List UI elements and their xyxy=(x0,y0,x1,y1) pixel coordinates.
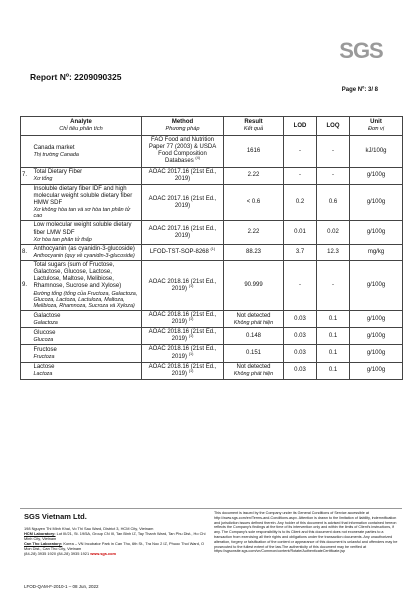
method-note: (1) xyxy=(188,351,194,356)
column-header xyxy=(142,117,224,136)
method-name: FAO Food and Nutrition Paper 77 (2003) & USDA Food Composition Databases xyxy=(148,137,217,165)
column-header-label: Method xyxy=(171,119,194,125)
analyte-cell xyxy=(32,184,142,221)
table-row xyxy=(21,345,403,362)
row-number xyxy=(21,184,32,221)
method-cell xyxy=(142,345,224,362)
lod-cell: 0.03 xyxy=(284,311,317,328)
analyte-name: Fructose xyxy=(33,346,57,353)
analyte-name: Total Dietary Fiber xyxy=(33,169,83,175)
analyte-name: Canada market xyxy=(33,144,75,151)
can-tho-lab-address: Korea – VN Incubator Park in Can Tho, 6th St., Tra Noc 2 IZ, Phuoc Thoi Ward, O Mon Dist., Can Tho City, Vietnam xyxy=(24,541,205,551)
analyte-cell xyxy=(32,311,142,328)
result-cell xyxy=(224,184,284,221)
analyte-name: Total sugars (sum of Fructose, Galactose, Glucose, Lactose, Lactulose, Maltose, Melibiose, Rhamnose, Sucrose and Xylose) xyxy=(33,262,122,290)
loq-cell: 0.02 xyxy=(317,221,350,244)
row-number: 8. xyxy=(21,244,32,260)
method-note: (1) xyxy=(210,246,216,251)
unit-cell: g/100g xyxy=(350,362,403,379)
lod-cell: 3.7 xyxy=(284,244,317,260)
loq-cell: 0.1 xyxy=(317,328,350,345)
loq-cell: - xyxy=(317,167,350,184)
row-number xyxy=(21,311,32,328)
unit-cell: g/100g xyxy=(350,184,403,221)
method-cell xyxy=(142,328,224,345)
table-row xyxy=(21,311,403,328)
method-cell xyxy=(142,184,224,221)
table-row xyxy=(21,136,403,167)
column-header xyxy=(317,117,350,136)
result-value: 0.148 xyxy=(246,332,262,339)
analyte-cell xyxy=(32,136,142,167)
table-row xyxy=(21,244,403,260)
unit-cell: g/100g xyxy=(350,311,403,328)
page-number: Page Nº: 3/ 8 xyxy=(341,87,378,93)
table-row xyxy=(21,362,403,379)
loq-cell: 12.3 xyxy=(317,244,350,260)
lod-cell: - xyxy=(284,167,317,184)
method-name: AOAC 2018.16 (21st Ed., 2019) xyxy=(148,346,217,360)
table-body xyxy=(21,136,403,380)
row-number xyxy=(21,345,32,362)
table-row xyxy=(21,328,403,345)
method-cell xyxy=(142,261,224,311)
result-value: 90.999 xyxy=(244,282,263,289)
result-value: 1616 xyxy=(246,147,261,154)
table-header xyxy=(21,117,403,136)
result-cell xyxy=(224,311,284,328)
method-cell xyxy=(142,167,224,184)
result-value-vi: Không phát hiện xyxy=(233,371,274,378)
method-note: (1) xyxy=(188,283,194,288)
method-note: (4) xyxy=(195,156,201,161)
method-name: AOAC 2017.16 (21st Ed., 2019) xyxy=(148,168,217,182)
column-header-label: Result xyxy=(244,119,263,125)
column-header xyxy=(350,117,403,136)
sgs-logo-icon xyxy=(338,36,384,62)
legal-disclaimer: This document is issued by the Company under its General Conditions of Service accessible at http://www.sgs.com/en/Terms-and-Conditions.aspx. Attention is drawn to the limitation of liability, indemnification and jurisdiction issues defined therein. Any holder of this document is advised that information contained hereon reflects the Company's findings at the time of its intervention only and within the limits of Client's instructions, if any. The Company's sole responsibility is to its Client and this document does not exonerate parties to a transaction from exercising all their rights and obligations under the transaction documents. Any unauthorized alteration, forgery or falsification of the content or appearance of this document is unlawful and offenders may be prosecuted to the fullest extent of the law.The authenticity of this document may be verified at https://sgsonsite.sgs.com/vn/Common/content/Rotate/AuthenticateCertificate.jsp xyxy=(214,511,398,554)
loq-cell: - xyxy=(317,261,350,311)
unit-cell: g/100g xyxy=(350,328,403,345)
column-header xyxy=(21,117,142,136)
analyte-name-vi: Glucoza xyxy=(33,336,54,343)
analyte-name: Insoluble dietary fiber IDF and high molecular weight soluble dietary fiber HMW SDF xyxy=(33,185,133,206)
analyte-name-vi: Xơ không hòa tan và xơ hòa tan phân tử cao xyxy=(33,207,131,220)
column-header-label-vi: Phương pháp xyxy=(165,126,200,133)
lod-cell: 0.2 xyxy=(284,184,317,221)
results-table xyxy=(20,116,403,380)
unit-cell: kJ/100g xyxy=(350,136,403,167)
method-name: AOAC 2018.16 (21st Ed., 2019) xyxy=(148,278,217,292)
result-cell xyxy=(224,345,284,362)
result-value: 0.151 xyxy=(246,350,262,357)
header-row xyxy=(21,117,403,136)
result-cell xyxy=(224,328,284,345)
sgs-logo-text: SGS xyxy=(339,38,383,62)
loq-cell: 0.1 xyxy=(317,362,350,379)
method-cell xyxy=(142,311,224,328)
analyte-name-vi: Xơ tổng xyxy=(33,176,53,183)
lod-cell: - xyxy=(284,136,317,167)
result-cell xyxy=(224,362,284,379)
method-note: (1) xyxy=(188,334,194,339)
analyte-name: Lactose xyxy=(33,364,55,371)
lod-cell: - xyxy=(284,261,317,311)
column-header-label: LOQ xyxy=(326,122,340,129)
loq-cell: 0.1 xyxy=(317,311,350,328)
analyte-name-vi: Đường tổng (tổng của Fructoza, Galactoza, Glucoza, Lactoza, Lactuloza, Maltoza, Melibioza, Rhamnoza, Sucroza và Xyloza) xyxy=(33,290,138,309)
analyte-cell xyxy=(32,244,142,260)
method-cell xyxy=(142,362,224,379)
row-number xyxy=(21,221,32,244)
unit-cell: mg/kg xyxy=(350,244,403,260)
unit-cell: g/100g xyxy=(350,221,403,244)
result-value: Not detected xyxy=(236,364,271,371)
result-value: < 0.6 xyxy=(246,199,261,206)
unit-cell: g/100g xyxy=(350,167,403,184)
analyte-cell xyxy=(32,261,142,311)
table-row xyxy=(21,261,403,311)
form-code: LFOD-QAM-F-2010-1 – 08 Jun, 2022 xyxy=(24,584,99,589)
result-value: 2.22 xyxy=(247,172,260,179)
analyte-name: Galactose xyxy=(33,312,61,319)
unit-cell: g/100g xyxy=(350,345,403,362)
phone-numbers: (84-28) 3935 1920 (84-28) 3935 1921 xyxy=(24,551,90,556)
row-number xyxy=(21,136,32,167)
row-number: 7. xyxy=(21,167,32,184)
report-number: Report Nº: 2209090325 xyxy=(30,72,122,82)
column-header-label-vi: Kết quả xyxy=(243,126,264,133)
method-name: AOAC 2017.16 (21st Ed., 2019) xyxy=(148,225,217,239)
table-row xyxy=(21,184,403,221)
hcm-lab-label: HCM Laboratory: xyxy=(24,531,56,536)
method-cell xyxy=(142,221,224,244)
loq-cell: 0.6 xyxy=(317,184,350,221)
can-tho-lab-label: Can Tho Laboratory: xyxy=(24,541,63,546)
analyte-cell xyxy=(32,345,142,362)
company-address xyxy=(24,526,209,556)
result-cell xyxy=(224,167,284,184)
lod-cell: 0.01 xyxy=(284,221,317,244)
website-link[interactable]: www.sgs.com xyxy=(90,551,117,556)
analyte-name: Glucose xyxy=(33,329,56,336)
row-number xyxy=(21,328,32,345)
table-row xyxy=(21,221,403,244)
analyte-cell xyxy=(32,328,142,345)
method-cell xyxy=(142,136,224,167)
loq-cell: 0.1 xyxy=(317,345,350,362)
result-value: Not detected xyxy=(236,312,271,319)
analyte-name-vi: Lactoza xyxy=(33,371,53,378)
analyte-name-vi: Fructoza xyxy=(33,354,55,361)
table-row xyxy=(21,167,403,184)
address-line: 198 Nguyen Thi Minh Khai, Vo Thi Sau Ward, District 3, HCM City, Vietnam xyxy=(24,526,154,531)
analyte-name: Low molecular weight soluble dietary fiber LMW SDF xyxy=(33,222,132,236)
analyte-name-vi: Galactoza xyxy=(33,319,58,326)
analyte-name-vi: Thị trường Canada xyxy=(33,151,79,158)
lod-cell: 0.03 xyxy=(284,362,317,379)
footer-divider xyxy=(20,508,402,509)
method-cell xyxy=(142,244,224,260)
column-header-label: Analyte xyxy=(70,119,92,125)
method-name: AOAC 2018.16 (21st Ed., 2019) xyxy=(148,329,217,343)
column-header-label: Unit xyxy=(370,119,382,125)
lod-cell: 0.03 xyxy=(284,345,317,362)
method-name: AOAC 2017.16 (21st Ed., 2019) xyxy=(148,195,217,209)
method-name: AOAC 2018.16 (21st Ed., 2019) xyxy=(148,312,217,326)
result-value-vi: Không phát hiện xyxy=(233,319,274,326)
column-header-label-vi: Chỉ tiêu phân tích xyxy=(59,126,103,133)
analyte-cell xyxy=(32,167,142,184)
result-cell xyxy=(224,136,284,167)
row-number: 9. xyxy=(21,261,32,311)
analyte-name-vi: Xơ hòa tan phân tử thấp xyxy=(33,236,92,243)
analyte-cell xyxy=(32,362,142,379)
unit-cell: g/100g xyxy=(350,261,403,311)
column-header-label-vi: Đơn vị xyxy=(367,126,385,133)
method-note: (1) xyxy=(188,368,194,373)
analyte-name: Anthocyanin (as cyanidin-3-glucoside) xyxy=(33,245,135,252)
column-header xyxy=(284,117,317,136)
method-note: (1) xyxy=(188,317,194,322)
method-name: AOAC 2018.16 (21st Ed., 2019) xyxy=(148,363,217,377)
result-cell xyxy=(224,244,284,260)
result-cell xyxy=(224,261,284,311)
loq-cell: - xyxy=(317,136,350,167)
company-name: SGS Vietnam Ltd. xyxy=(24,512,87,521)
lod-cell: 0.03 xyxy=(284,328,317,345)
column-header-label: LOD xyxy=(293,122,307,129)
result-value: 88.23 xyxy=(246,248,262,255)
result-value: 2.22 xyxy=(247,229,260,236)
hcm-lab-address: Lot III/21, St. 19/5A, Group CN III, Tan Binh IZ, Tay Thanh Ward, Tan Phu Dist., Ho Chi Minh City, Vietnam xyxy=(24,531,206,541)
result-cell xyxy=(224,221,284,244)
analyte-name-vi: Anthocyanin (quy về cyanidin-3-glucoside) xyxy=(33,252,135,259)
method-name: LFOD-TST-SOP-8268 xyxy=(149,248,209,255)
row-number xyxy=(21,362,32,379)
analyte-cell xyxy=(32,221,142,244)
column-header xyxy=(224,117,284,136)
